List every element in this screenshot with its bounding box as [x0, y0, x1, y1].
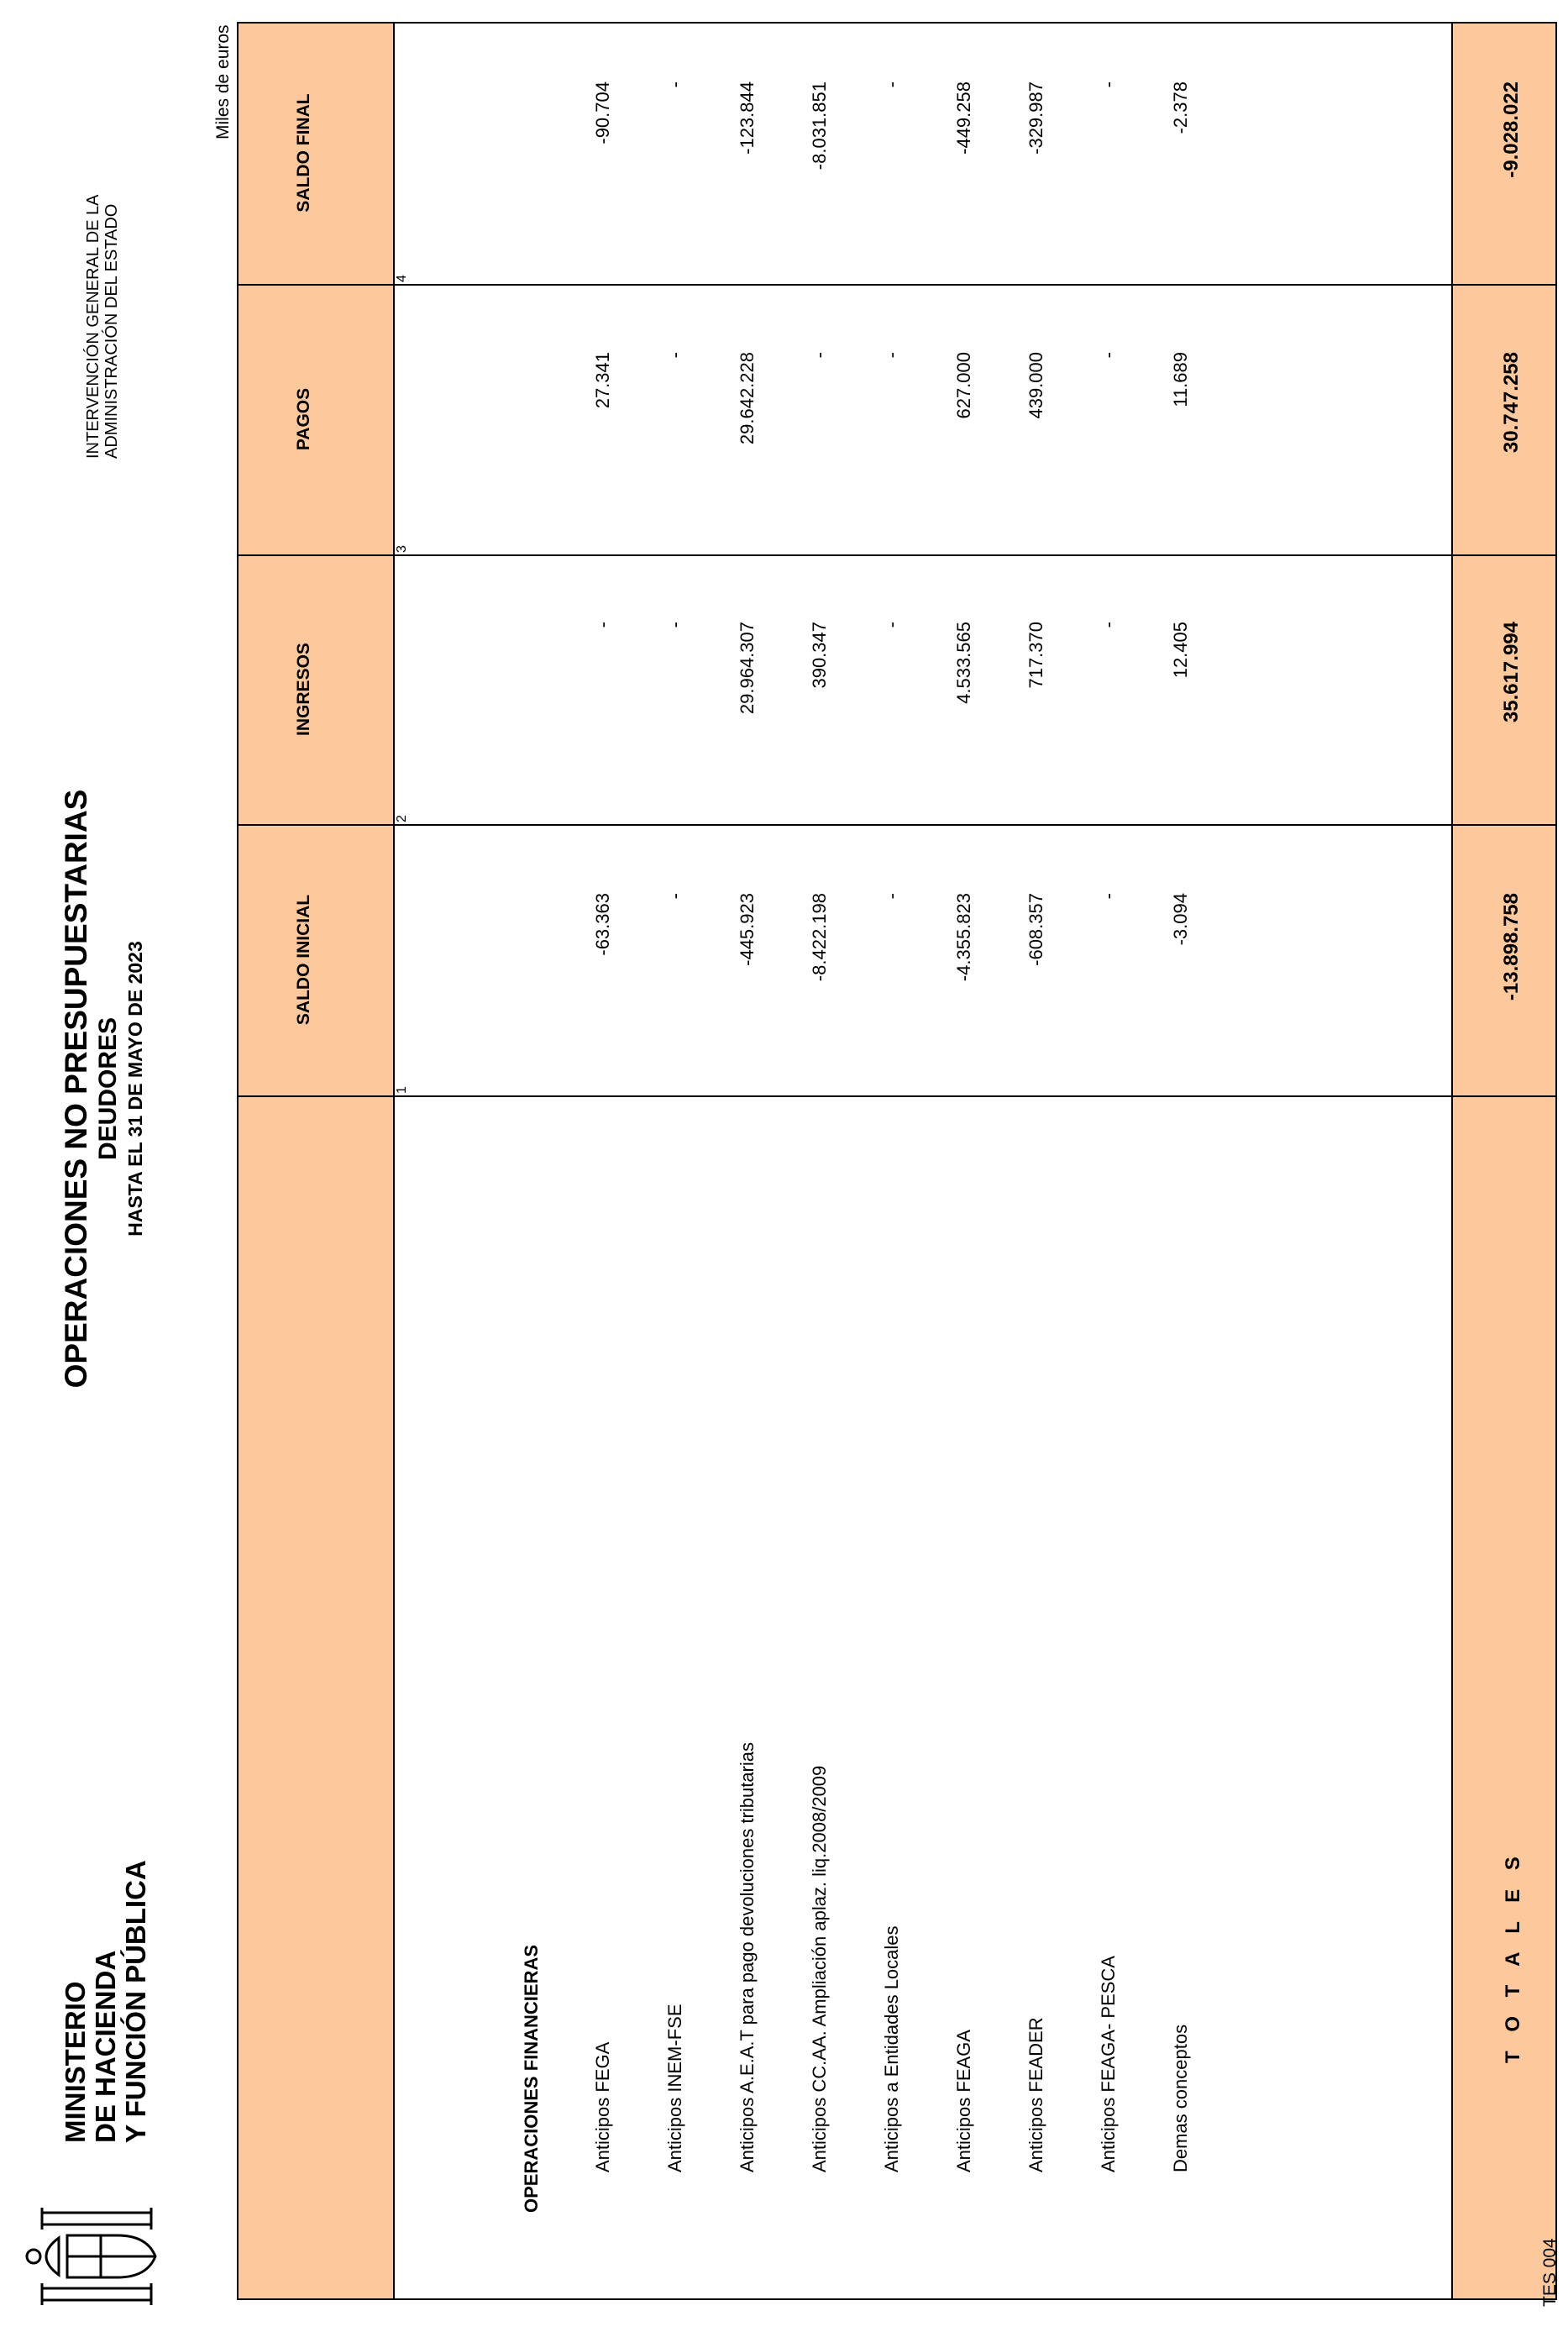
row-label: Demas conceptos	[1170, 2024, 1191, 2172]
row-value-ingresos: 29.964.307	[737, 622, 758, 715]
column-header-ingresos: INGRESOS	[294, 643, 313, 736]
row-value-saldo-inicial: -445.923	[737, 893, 758, 966]
row-label: Anticipos CC.AA. Ampliación aplaz. liq.2008/2009	[809, 1765, 830, 2172]
row-value-saldo-inicial: -	[881, 893, 902, 900]
row-value-ingresos: -	[881, 622, 902, 628]
document-code: TES 004	[1540, 2238, 1560, 2307]
total-pagos: 30.747.258	[1500, 352, 1523, 454]
row-label: Anticipos FEGA	[592, 2041, 613, 2172]
column-number-1: 1	[395, 1086, 409, 1094]
row-value-saldo-inicial: -4.355.823	[953, 893, 974, 982]
agency-name	[84, 194, 121, 459]
row-value-pagos: 627.000	[953, 352, 974, 419]
row-label: Anticipos FEADER	[1025, 2017, 1046, 2172]
column-number-4: 4	[395, 275, 409, 282]
row-value-saldo-final: -	[1098, 81, 1119, 88]
header-cell-concept	[239, 1097, 394, 2298]
row-value-saldo-final: -449.258	[953, 81, 974, 155]
column-number-3: 3	[395, 545, 409, 553]
row-value-pagos: 27.341	[592, 352, 613, 409]
ministry-name	[60, 1860, 151, 2143]
column-number-2: 2	[395, 815, 409, 822]
header-cell-saldo-final	[239, 24, 394, 286]
spanish-coat-of-arms-icon	[8, 2206, 176, 2307]
row-value-pagos: -	[809, 352, 830, 359]
units-label: Miles de euros	[213, 24, 233, 139]
table-header-band	[239, 24, 394, 2298]
row-label: Anticipos FEAGA	[953, 2030, 974, 2172]
total-saldo-inicial: -13.898.758	[1500, 893, 1523, 1001]
row-label: Anticipos FEAGA- PESCA	[1098, 1956, 1119, 2172]
row-value-saldo-inicial: -3.094	[1170, 893, 1191, 946]
report-title: OPERACIONES NO PRESUPUESTARIAS	[59, 789, 93, 1389]
row-value-ingresos: -	[1098, 622, 1119, 628]
column-header-pagos: PAGOS	[294, 387, 313, 451]
row-value-ingresos: -	[592, 622, 613, 628]
total-saldo-final: -9.028.022	[1500, 81, 1523, 178]
row-value-saldo-final: -	[664, 81, 685, 88]
report-subtitle: DEUDORES	[94, 1016, 122, 1161]
row-value-pagos: 439.000	[1025, 352, 1046, 419]
row-label: Anticipos a Entidades Locales	[881, 1925, 902, 2172]
ministry-line-3: Y FUNCIÓN PÚBLICA	[120, 1860, 151, 2143]
row-value-pagos: 11.689	[1170, 352, 1191, 407]
row-value-saldo-final: -2.378	[1170, 81, 1191, 134]
column-header-saldo-inicial: SALDO INICIAL	[294, 894, 313, 1026]
row-value-ingresos: 390.347	[809, 622, 830, 689]
row-value-saldo-inicial: -	[1098, 893, 1119, 900]
row-value-ingresos: -	[664, 622, 685, 628]
row-value-saldo-inicial: -	[664, 893, 685, 900]
header-cell-pagos	[239, 286, 394, 556]
header-cell-saldo-inicial	[239, 826, 394, 1097]
row-value-pagos: 29.642.228	[737, 352, 758, 445]
ministry-line-1: MINISTERIO	[60, 1981, 91, 2143]
row-value-saldo-inicial: -608.357	[1025, 893, 1046, 966]
row-value-ingresos: 4.533.565	[953, 622, 974, 704]
row-value-saldo-inicial: -63.363	[592, 893, 613, 956]
total-ingresos: 35.617.994	[1500, 622, 1523, 723]
agency-line-2: ADMINISTRACIÓN DEL ESTADO	[102, 203, 121, 459]
row-value-ingresos: 717.370	[1025, 622, 1046, 689]
column-header-saldo-final: SALDO FINAL	[294, 93, 313, 213]
agency-line-1: INTERVENCIÓN GENERAL DE LA	[84, 194, 102, 459]
row-value-saldo-final: -90.704	[592, 81, 613, 144]
row-value-pagos: -	[664, 352, 685, 359]
report-title-block	[59, 568, 148, 1610]
totals-label: T O T A L E S	[1502, 1850, 1524, 2063]
report-date: HASTA EL 31 DE MAYO DE 2023	[124, 941, 146, 1237]
row-value-saldo-inicial: -8.422.198	[809, 893, 830, 982]
row-value-pagos: -	[881, 352, 902, 359]
row-value-saldo-final: -329.987	[1025, 81, 1046, 155]
row-label: Anticipos INEM-FSE	[664, 2004, 685, 2172]
ministry-line-2: DE HACIENDA	[90, 1950, 121, 2143]
row-value-saldo-final: -123.844	[737, 81, 758, 155]
row-value-ingresos: 12.405	[1170, 622, 1191, 679]
row-value-saldo-final: -8.031.851	[809, 81, 830, 171]
header-rule	[393, 24, 395, 2298]
section-title: OPERACIONES FINANCIERAS	[521, 1944, 542, 2213]
row-value-saldo-final: -	[881, 81, 902, 88]
row-label: Anticipos A.E.A.T para pago devoluciones tributarias	[737, 1741, 758, 2172]
totals-rule	[1451, 24, 1453, 2298]
row-value-pagos: -	[1098, 352, 1119, 359]
header-cell-ingresos	[239, 556, 394, 826]
